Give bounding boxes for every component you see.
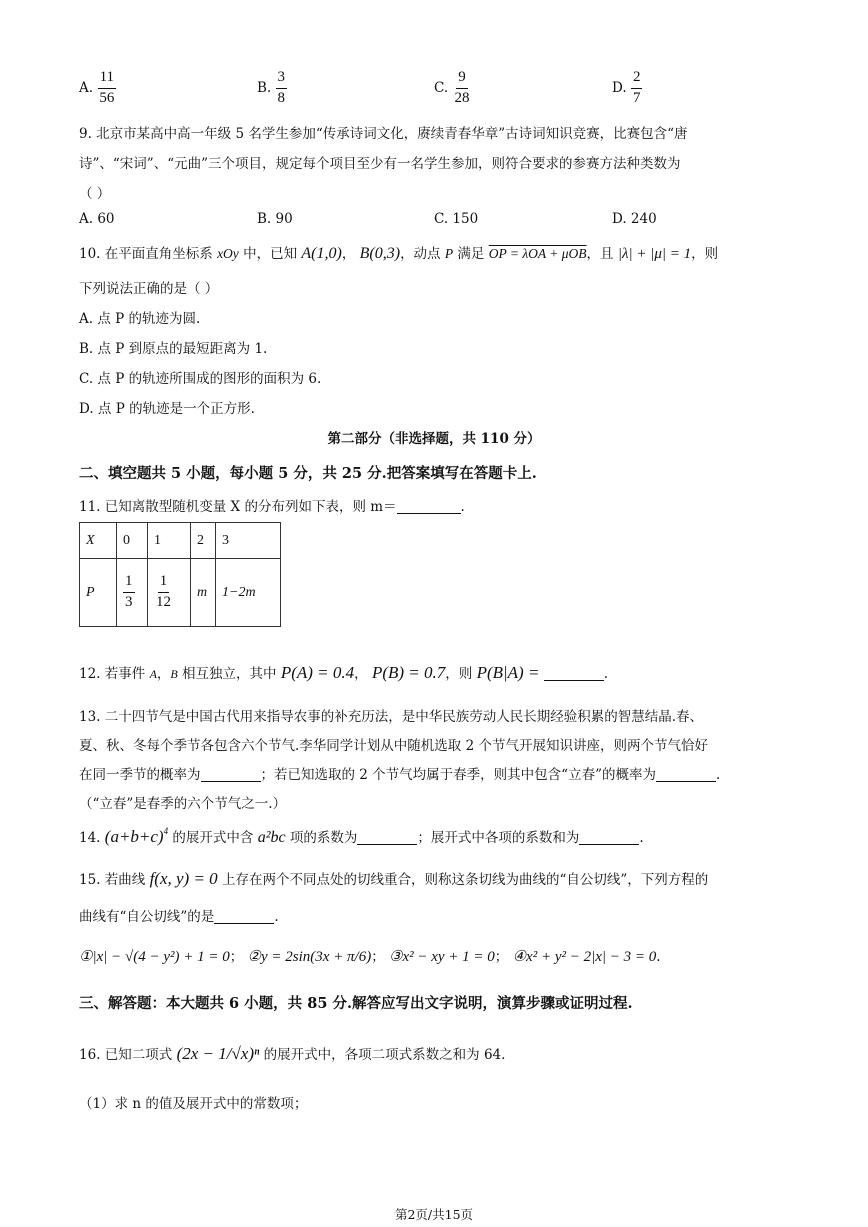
q8-option-d-label: D.	[612, 79, 627, 96]
q14-answer-blank-2	[579, 830, 639, 845]
q10-point-a: A(1,0)	[301, 245, 342, 262]
table-cell: 1−2m	[216, 559, 281, 627]
table-header-row	[80, 523, 281, 559]
table-header-cell: 0	[117, 523, 148, 559]
part2-title: 第二部分（非选择题，共 110 分）	[327, 431, 541, 447]
q14-term: a²bc	[257, 829, 286, 846]
page-footer: 第2页/共15页	[394, 1207, 474, 1222]
q9-bracket: （ ）	[79, 186, 111, 202]
q10-point-b: B(0,3)	[359, 245, 401, 262]
q11-distribution-table	[79, 522, 281, 627]
section2-title: 二、填空题共 5 小题，每小题 5 分，共 25 分.把答案填写在答题卡上.	[79, 465, 537, 482]
q14-text: 14. $(a+b+c)^4$ 的展开式中含 a²bc 项的系数为 ；展开式中各项的系数和为 .	[79, 826, 644, 846]
q15-equation-1: ①|x| − √(4 − y²) + 1 = 0	[79, 949, 230, 965]
q16-text: 16. 已知二项式 (2x − 1/√x)ⁿ 的展开式中，各项二项式系数之和为 64.	[79, 1044, 506, 1063]
table-header-cell: X	[80, 523, 117, 559]
q13-line2: 夏、秋、冬每个季节各包含六个节气.李华同学计划从中随机选取 2 个节气开展知识讲座，则两个节气恰好	[79, 738, 708, 754]
q8-option-d	[612, 70, 642, 107]
q13-answer-blank-1	[201, 767, 261, 782]
q10-condition: |λ| + |μ| = 1	[617, 246, 692, 262]
q8-option-c	[434, 70, 471, 107]
section3-title: 三、解答题：本大题共 6 小题，共 85 分.解答应写出文字说明，演算步骤或证明过程.	[79, 995, 633, 1012]
table-header-cell: 2	[191, 523, 216, 559]
q12-pb: P(B) = 0.7	[371, 663, 446, 682]
table-cell: $\frac{1}{3}$	[117, 559, 148, 627]
q16-binomial: (2x − 1/√x)ⁿ	[176, 1044, 260, 1063]
q15-equation-2: ②y = 2sin(3x + π/6)	[247, 949, 372, 965]
table-header-cell: 1	[148, 523, 191, 559]
q15-line2: 曲线有“自公切线”的是 .	[79, 909, 279, 925]
q10-option-b: B. 点 P 到原点的最短距离为 1.	[79, 341, 268, 357]
q16-subquestion-1: （1）求 n 的值及展开式中的常数项；	[79, 1096, 308, 1112]
q8-option-b-label: B.	[257, 79, 272, 96]
q8-option-a-fraction: $\frac{11}{56}$	[99, 69, 115, 106]
q15-equation-4: ④x² + y² − 2|x| − 3 = 0	[512, 949, 657, 965]
q10-option-a: A. 点 P 的轨迹为圆.	[79, 311, 201, 327]
q10-vector-equation: OP = λOA + μOB	[488, 246, 587, 261]
q9-line2: 诗”、“宋词”、“元曲”三个项目，规定每个项目至少有一名学生参加，则符合要求的参赛方法种类数为	[79, 156, 681, 172]
q8-option-d-fraction: $\frac{2}{7}$	[632, 69, 641, 106]
q9-option-b: B. 90	[257, 211, 293, 227]
q12-text: 12. 若事件 A，B 相互独立，其中 P(A) = 0.4， P(B) = 0.7，则 P(B|A) = .	[79, 663, 609, 682]
table-header-cell: 3	[216, 523, 281, 559]
table-cell: m	[191, 559, 216, 627]
q13-line1: 13. 二十四节气是中国古代用来指导农事的补充历法，是中华民族劳动人民长期经验积累的智慧结晶.春、	[79, 709, 704, 725]
q10-coordinate-system: xOy	[217, 246, 239, 261]
q10-option-d: D. 点 P 的轨迹是一个正方形.	[79, 401, 255, 417]
q11-text: 11. 已知离散型随机变量 X 的分布列如下表，则 m＝ .	[79, 499, 465, 515]
q9-option-d: D. 240	[612, 211, 657, 227]
q12-answer-blank	[544, 666, 604, 681]
table-row	[80, 559, 281, 627]
table-row-label: P	[80, 559, 117, 627]
q13-line4: （“立春”是春季的六个节气之一.）	[79, 796, 287, 812]
q8-option-c-fraction: $\frac{9}{28}$	[454, 69, 470, 106]
q10-option-c: C. 点 P 的轨迹所围成的图形的面积为 6.	[79, 371, 322, 387]
q15-curve: f(x, y) = 0	[149, 869, 218, 888]
q8-option-a-label: A.	[79, 79, 94, 96]
q15-line1: 15. 若曲线 f(x, y) = 0 上存在两个不同点处的切线重合，则称这条切线为曲线的“自公切线”，下列方程的	[79, 869, 709, 888]
q10-line1: 10. 在平面直角坐标系 xOy 中，已知 A(1,0)， B(0,3)，动点 P 满足 OP = λOA + μOB，且 |λ| + |μ| = 1，则	[79, 245, 719, 262]
q10-line2: 下列说法正确的是（ ）	[79, 281, 219, 297]
q9-option-a: A. 60	[79, 211, 115, 227]
q13-answer-blank-2	[656, 767, 716, 782]
q14-answer-blank-1	[357, 830, 417, 845]
q13-line3: 在同一季节的概率为 ；若已知选取的 2 个节气均属于春季，则其中包含“立春”的概率为 .	[79, 767, 721, 783]
table-cell: $\frac{1}{12}$	[148, 559, 191, 627]
q9-line1: 9. 北京市某高中高一年级 5 名学生参加“传承诗词文化，赓续青春华章”古诗词知识竞赛，比赛包含“唐	[79, 126, 688, 142]
q8-option-b	[257, 70, 287, 107]
q15-answer-blank	[214, 909, 274, 924]
q8-option-a	[79, 70, 116, 107]
q15-equation-3: ③x² − xy + 1 = 0	[389, 949, 495, 965]
q9-option-c: C. 150	[434, 211, 479, 227]
q14-expression: (a+b+c)	[104, 827, 164, 846]
q8-option-c-label: C.	[434, 79, 449, 96]
q12-pa: P(A) = 0.4	[280, 663, 355, 682]
q11-answer-blank	[397, 499, 461, 514]
q8-option-b-fraction: $\frac{3}{8}$	[277, 69, 286, 106]
q15-equations: ①|x| − √(4 − y²) + 1 = 0； ②y = 2sin(3x + π/6)； ③x² − xy + 1 = 0； ④x² + y² − 2|x| − 3 = 0.	[79, 949, 661, 965]
q12-expression: P(B|A) =	[476, 663, 540, 682]
